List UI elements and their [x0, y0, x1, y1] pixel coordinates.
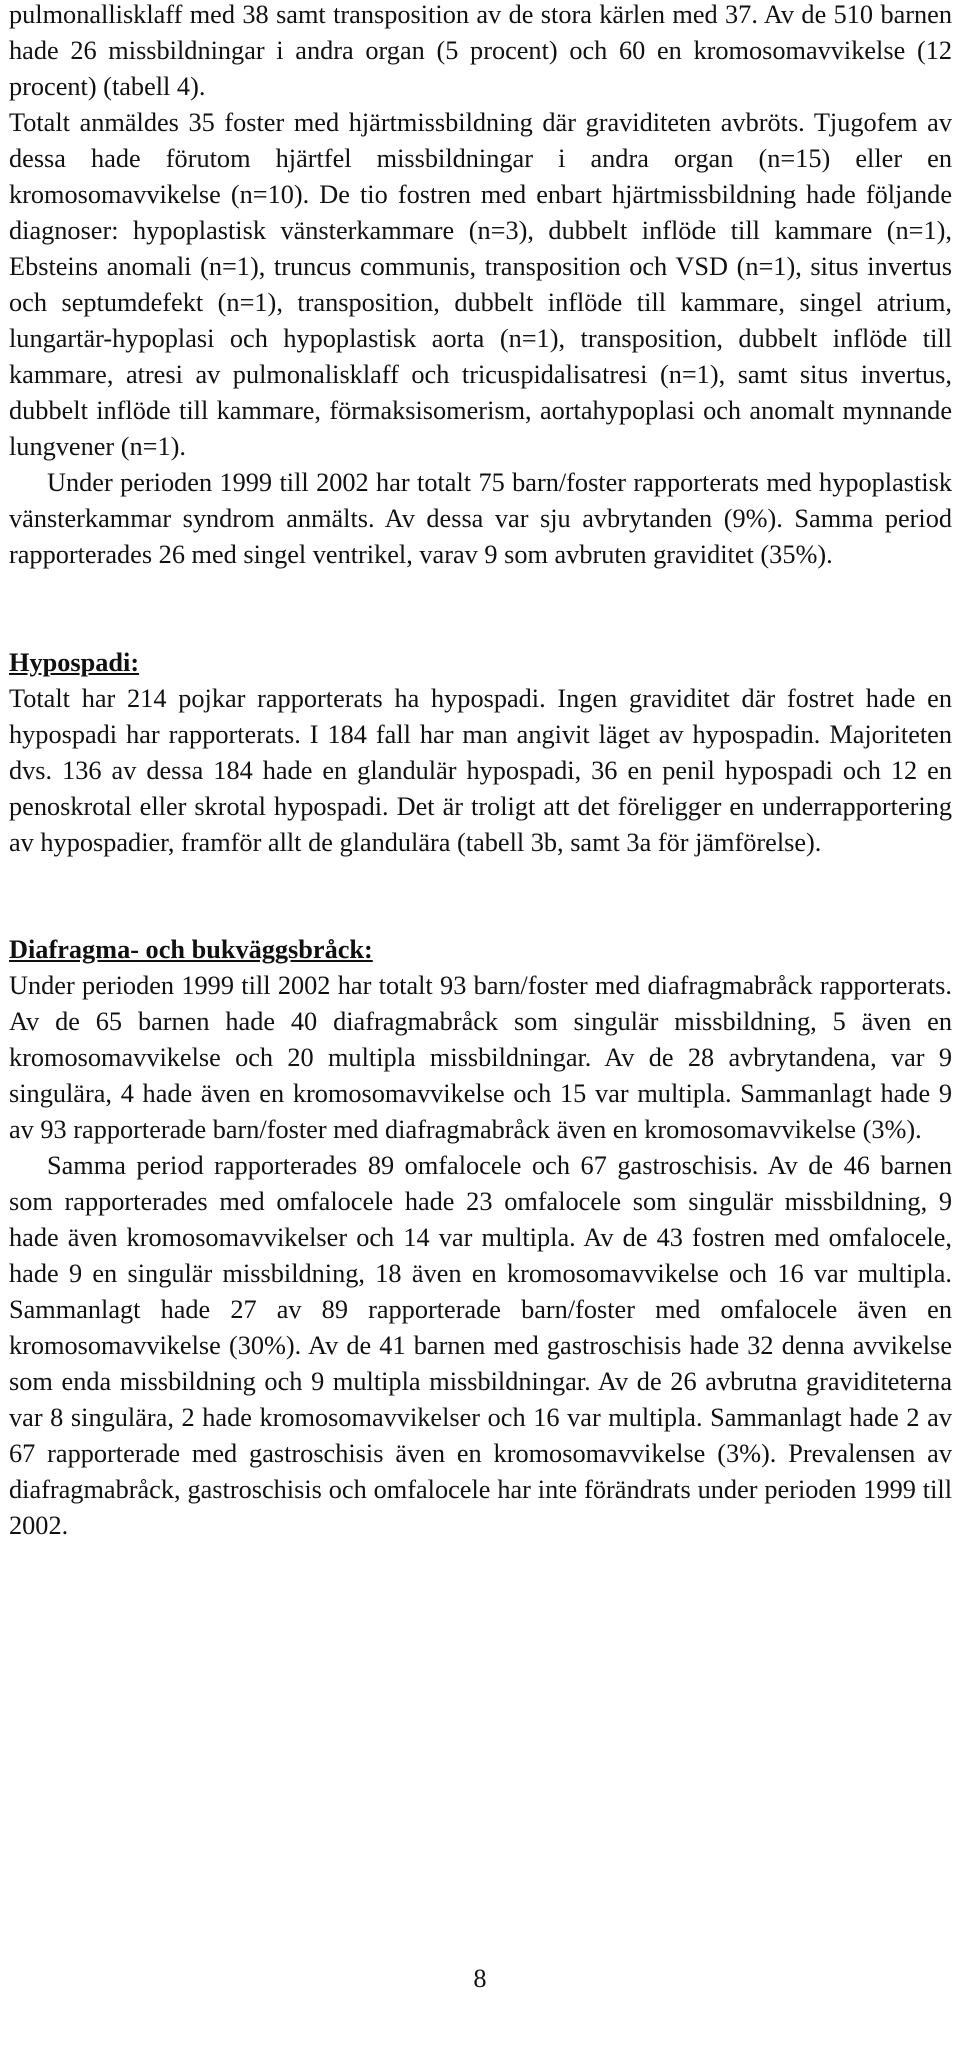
section-spacer: [9, 573, 952, 645]
diafragma-paragraph-2: Samma period rapporterades 89 omfalocele och 67 gastroschisis. Av de 46 barnen som rapporterades med omfalocele hade 23 omfalocele som singulär missbildning, 9 hade även kromosomavvikelser och 14 var multipla. Av de 43 fostren med omfalocele, hade 9 en singulär missbildning, 18 även en kromosomavvikelse och 16 var multipla. Sammanlagt hade 27 av 89 rapporterade barn/foster med omfalocele även en kromosomavvikelse (30%). Av de 41 barnen med gastroschisis hade 32 denna avvikelse som enda missbildning och 9 multipla missbildningar. Av de 26 avbrutna graviditeterna var 8 singulära, 2 hade kromosomavvikelser och 16 var multipla. Sammanlagt hade 2 av 67 rapporterade med gastroschisis även en kromosomavvikelse (3%). Prevalensen av diafragmabråck, gastroschisis och omfalocele har inte förändrats under perioden 1999 till 2002.: [9, 1151, 952, 1540]
diafragma-paragraph-1: Under perioden 1999 till 2002 har totalt 93 barn/foster med diafragmabråck rapporterats. Av de 65 barnen hade 40 diafragmabråck som singulär missbildning, 5 även en kromosomavvikelse och 20 multipla missbildningar. Av de 28 avbrytandena, var 9 singulära, 4 hade även en kromosomavvikelse och 15 var multipla. Sammanlagt hade 9 av 93 rapporterade barn/foster med diafragmabråck även en kromosomavvikelse (3%).: [9, 971, 952, 1144]
intro-paragraph-3: Under perioden 1999 till 2002 har totalt 75 barn/foster rapporterats med hypoplastisk vänsterkammar syndrom anmälts. Av dessa var sju avbrytanden (9%). Samma period rapporterades 26 med singel ventrikel, varav 9 som avbruten graviditet (35%).: [9, 468, 952, 569]
intro-paragraph-1: pulmonallisklaff med 38 samt transposition av de stora kärlen med 37. Av de 510 barnen hade 26 missbildningar i andra organ (5 procent) och 60 en kromosomavvikelse (12 procent) (tabell 4).: [9, 0, 952, 101]
hypospadi-paragraph: Totalt har 214 pojkar rapporterats ha hypospadi. Ingen graviditet där fostret hade en hypospadi har rapporterats. I 184 fall har man angivit läget av hypospadin. Majoriteten dvs. 136 av dessa 184 hade en glandulär hypospadi, 36 en penil hypospadi och 12 en penoskrotal eller skrotal hypospadi. Det är troligt att det föreligger en underrapportering av hypospadier, framför allt de glandulära (tabell 3b, samt 3a för jämförelse).: [9, 684, 952, 857]
document-page: [9, 0, 952, 1544]
hypospadi-heading: Hypospadi:: [9, 648, 140, 677]
page-number: 8: [473, 1964, 487, 1993]
intro-paragraph-2: Totalt anmäldes 35 foster med hjärtmissbildning där graviditeten avbröts. Tjugofem av dessa hade förutom hjärtfel missbildningar i andra organ (n=15) eller en kromosomavvikelse (n=10). De tio fostren med enbart hjärtmissbildning hade följande diagnoser: hypoplastisk vänsterkammare (n=3), dubbelt inflöde till kammare (n=1), Ebsteins anomali (n=1), truncus communis, transposition och VSD (n=1), situs invertus och septumdefekt (n=1), transposition, dubbelt inflöde till kammare, singel atrium, lungartär-hypoplasi och hypoplastisk aorta (n=1), transposition, dubbelt inflöde till kammare, atresi av pulmonalisklaff och tricuspidalisatresi (n=1), samt situs invertus, dubbelt inflöde till kammare, förmaksisomerism, aortahypoplasi och anomalt mynnande lungvener (n=1).: [9, 108, 952, 461]
diafragma-heading: Diafragma- och bukväggsbråck:: [9, 935, 373, 964]
section-spacer: [9, 861, 952, 932]
